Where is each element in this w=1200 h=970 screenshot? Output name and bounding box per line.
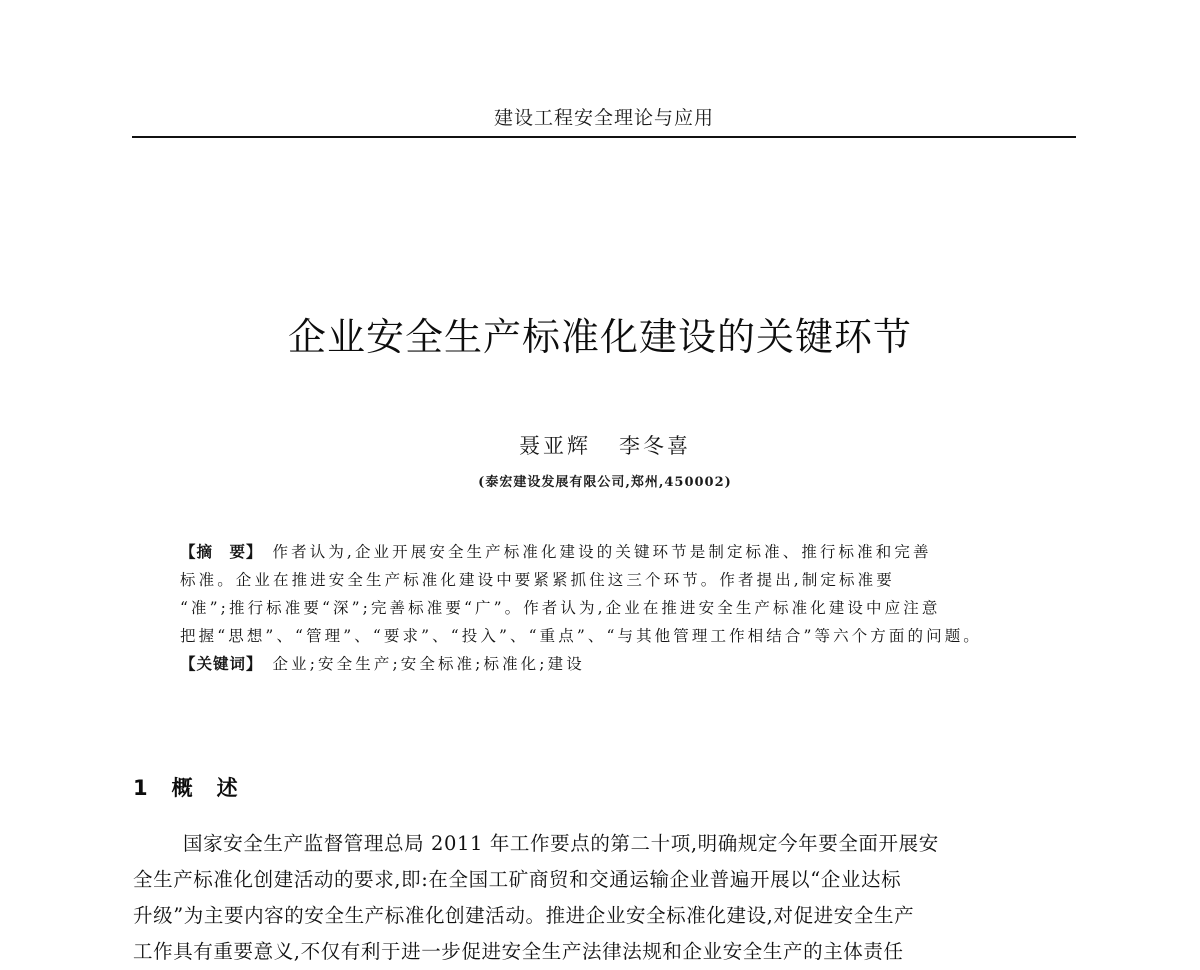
- abstract-line: [180, 538, 1030, 566]
- abstract-text: 作者认为,企业开展安全生产标准化建设的关键环节是制定标准、推行标准和完善: [272, 543, 932, 561]
- header-rule: [132, 136, 1076, 138]
- abstract-line: 标准。企业在推进安全生产标准化建设中要紧紧抓住这三个环节。作者提出,制定标准要: [180, 571, 895, 589]
- abstract-tag: 【摘 要】: [180, 543, 263, 561]
- body-line: 升级”为主要内容的安全生产标准化创建活动。推进企业安全标准化建设,对促进安全生产: [133, 904, 915, 927]
- running-header: 建设工程安全理论与应用: [493, 107, 714, 129]
- body-line: 工作具有重要意义,不仅有利于进一步促进安全生产法律法规和企业安全生产的主体责任: [133, 940, 904, 963]
- keywords-line: [180, 650, 1030, 678]
- body-line: 国家安全生产监督管理总局 2011 年工作要点的第二十项,明确规定今年要全面开展安: [183, 832, 939, 855]
- section-title: 概述: [171, 776, 262, 800]
- section-heading: [133, 772, 262, 802]
- author-name: 聂亚辉: [519, 434, 591, 458]
- abstract-block: [180, 538, 1030, 678]
- paper-title: 企业安全生产标准化建设的关键环节: [287, 315, 912, 359]
- author-affiliation: (泰宏建设发展有限公司,郑州,450002): [478, 475, 732, 490]
- keywords-text: 企业;安全生产;安全标准;标准化;建设: [272, 655, 585, 673]
- author-list: [0, 430, 1200, 460]
- abstract-line: “准”;推行标准要“深”;完善标准要“广”。作者认为,企业在推进安全生产标准化建设中应注意: [180, 599, 941, 617]
- abstract-line: 把握“思想”、“管理”、“要求”、“投入”、“重点”、“与其他管理工作相结合”等六个方面的问题。: [180, 627, 982, 645]
- author-name: 李冬喜: [619, 434, 691, 458]
- body-line: 全生产标准化创建活动的要求,即:在全国工矿商贸和交通运输企业普遍开展以“企业达标: [133, 868, 902, 891]
- keywords-tag: 【关键词】: [180, 655, 263, 673]
- body-paragraph: [133, 826, 1078, 970]
- section-number: 1: [133, 776, 148, 800]
